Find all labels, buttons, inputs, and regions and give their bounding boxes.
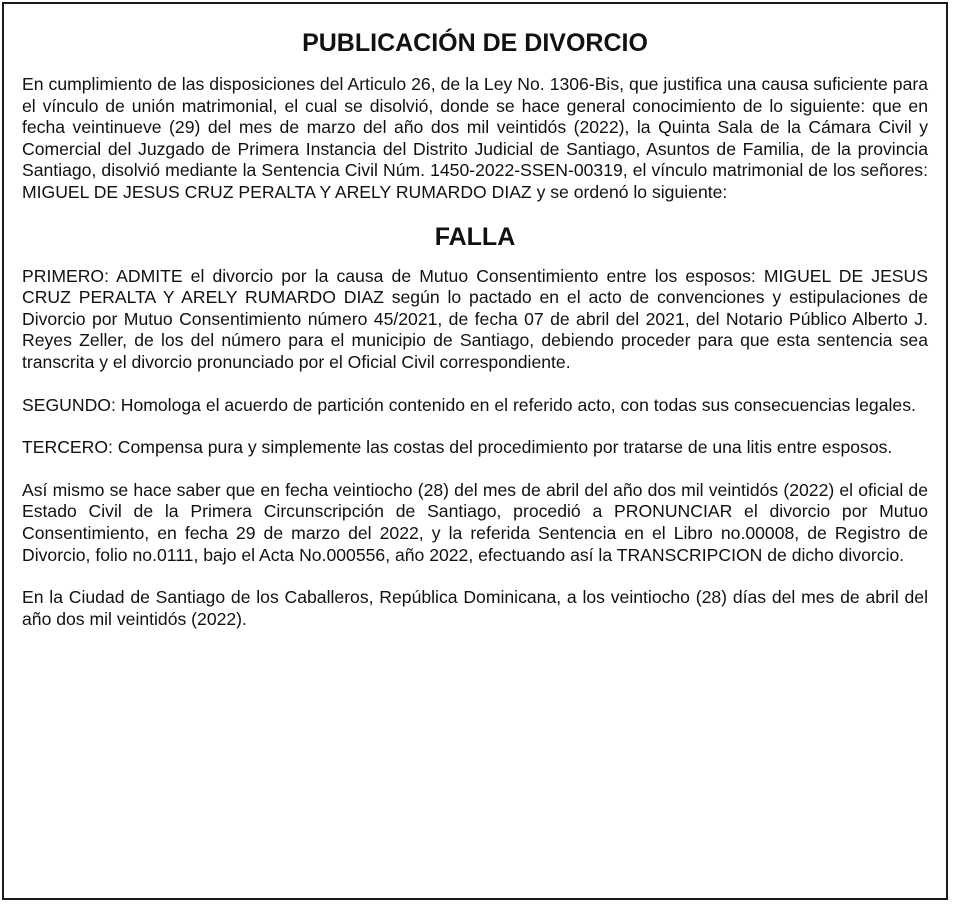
primero-paragraph: PRIMERO: ADMITE el divorcio por la causa de Mutuo Consentimiento entre los esposos: MIGUEL DE JESUS CRUZ PERALTA Y ARELY RUMARDO DIAZ según lo pactado en el acto de convenciones y estipulaciones de Divorcio por Mutuo Consentimiento número 45/2021, de fecha 07 de abril del 2021, del Notario Público Alberto J. Reyes Zeller, de los del número para el municipio de Santiago, debiendo proceder para que esta sentencia sea transcrita y el divorcio pronunciado por el Oficial Civil correspondiente. [22, 265, 928, 372]
intro-paragraph: En cumplimiento de las disposiciones del Articulo 26, de la Ley No. 1306-Bis, que justifica una causa suficiente para el vínculo de unión matrimonial, el cual se disolvió, donde se hace general conocimiento de lo siguiente: que en fecha veintinueve (29) del mes de marzo del año dos mil veintidós (2022), la Quinta Sala de la Cámara Civil y Comercial del Juzgado de Primera Instancia del Distrito Judicial de Santiago, Asuntos de Familia, de la provincia Santiago, disolvió mediante la Sentencia Civil Núm. 1450-2022-SSEN-00319, el vínculo matrimonial de los señores: MIGUEL DE JESUS CRUZ PERALTA Y ARELY RUMARDO DIAZ y se ordenó lo siguiente: [22, 74, 928, 202]
section-heading: FALLA [434, 222, 516, 251]
closing-paragraph: En la Ciudad de Santiago de los Caballeros, República Dominicana, a los veintiocho (28) días del mes de abril del año dos mil veintidós (2022). [22, 587, 928, 629]
notice-frame [2, 2, 948, 900]
tercero-paragraph: TERCERO: Compensa pura y simplemente las costas del procedimiento por tratarse de una litis entre esposos. [22, 437, 893, 458]
pronouncement-paragraph: Así mismo se hace saber que en fecha veintiocho (28) del mes de abril del año dos mil veintidós (2022) el oficial de Estado Civil de la Primera Circunscripción de Santiago, procedió a PRONUNCIAR el divorcio por Mutuo Consentimiento, en fecha 29 de marzo del 2022, y la referida Sentencia en el Libro no.00008, de Registro de Divorcio, folio no.0111, bajo el Acta No.000556, año 2022, efectuando así la TRANSCRIPCION de dicho divorcio. [22, 479, 928, 565]
segundo-paragraph: SEGUNDO: Homologa el acuerdo de partición contenido en el referido acto, con todas sus consecuencias legales. [22, 394, 916, 415]
notice-title: PUBLICACIÓN DE DIVORCIO [302, 29, 648, 57]
